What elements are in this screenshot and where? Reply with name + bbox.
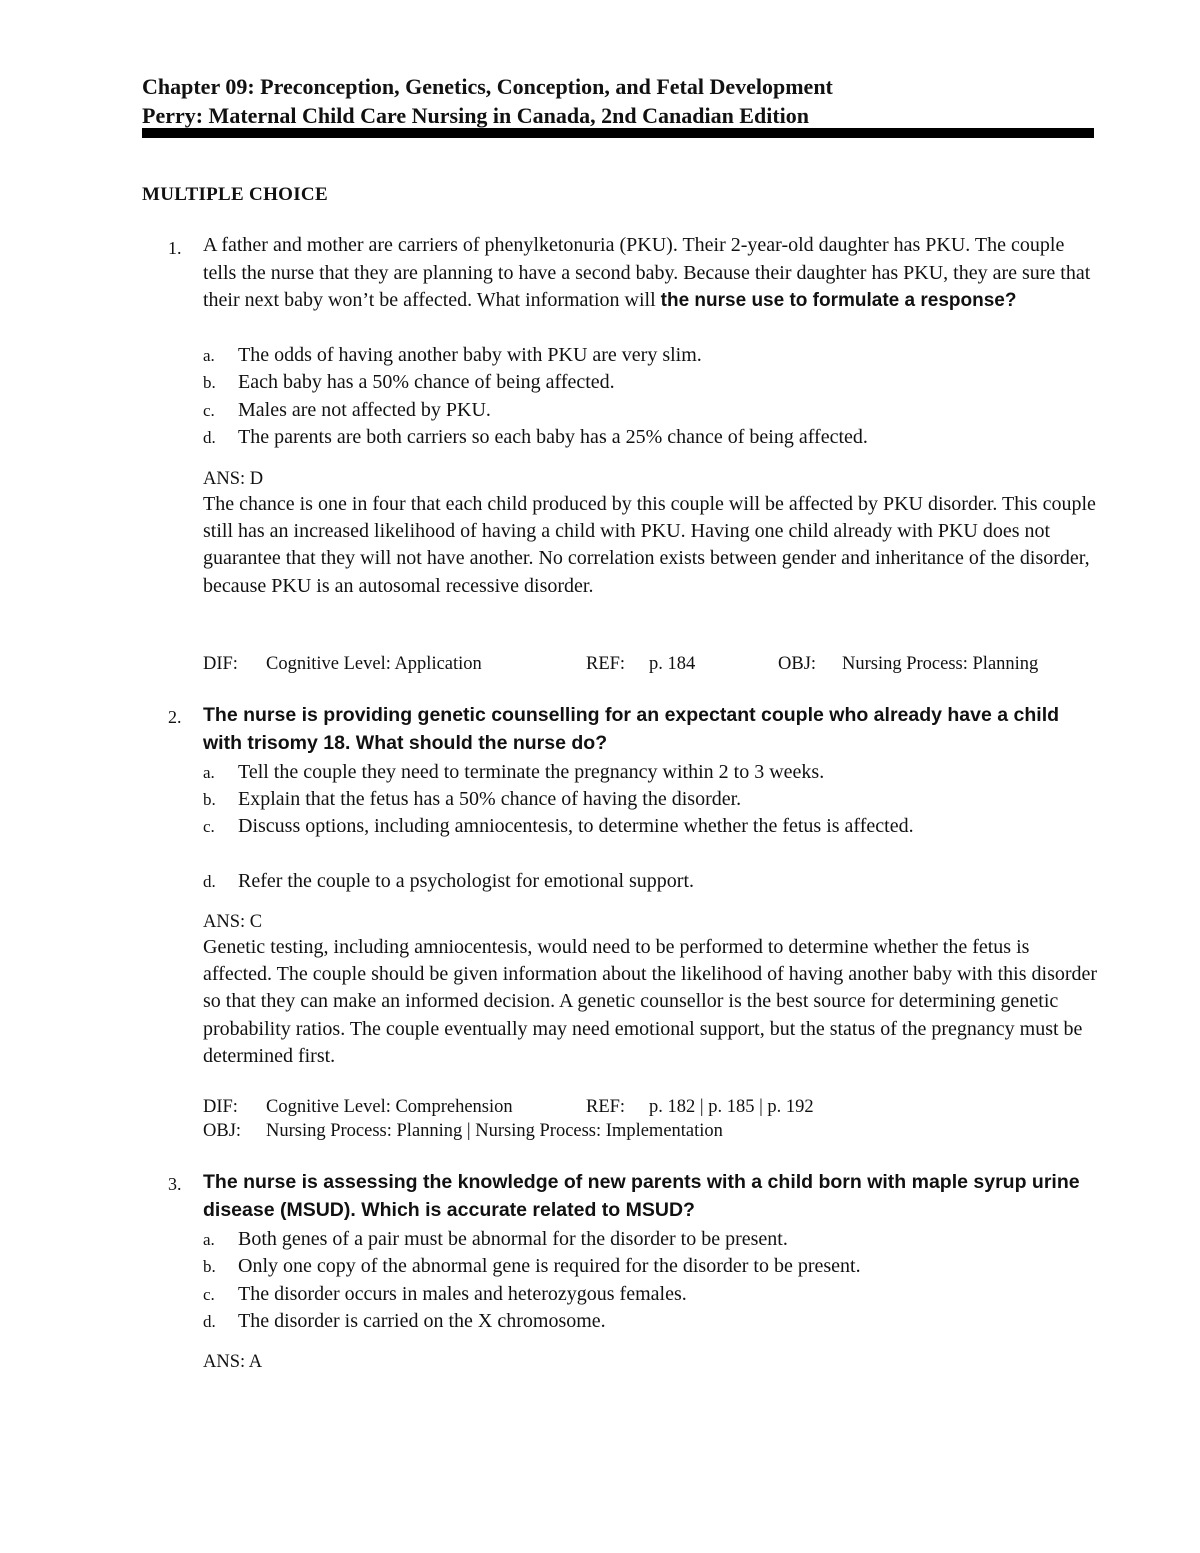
option-text: Explain that the fetus has a 50% chance of having the disorder. <box>238 788 742 810</box>
option-letter: c. <box>203 1285 215 1304</box>
option-text: The disorder occurs in males and heterozygous females. <box>238 1283 687 1305</box>
option-letter: d. <box>203 1312 216 1331</box>
ref-value-2: p. 182 | p. 185 | p. 192 <box>649 1097 814 1117</box>
option-text: Tell the couple they need to terminate the pregnancy within 2 to 3 weeks. <box>238 761 825 783</box>
option-text: Both genes of a pair must be abnormal for the disorder to be present. <box>238 1228 788 1250</box>
option-letter: a. <box>203 763 215 782</box>
question-stem-1-regular: A father and mother are carriers of phenylketonuria (PKU). Their 2-year-old daughter has PKU. The couple tells the nurse that they are planning to have a second baby. Because their daughter has PKU, they are sure that their next baby won’t be affected. What information will <box>203 234 1091 311</box>
dif-value-1: Cognitive Level: Application <box>266 654 482 674</box>
option-text: Discuss options, including amniocentesis, to determine whether the fetus is affected. <box>238 815 914 837</box>
book-title: Perry: Maternal Child Care Nursing in Canada, 2nd Canadian Edition <box>142 103 810 128</box>
option-letter: d. <box>203 872 216 891</box>
option-text: Males are not affected by PKU. <box>238 399 491 421</box>
obj-label-1: OBJ: <box>778 654 817 674</box>
answer-3: ANS: A <box>203 1352 263 1372</box>
option-letter: b. <box>203 373 216 392</box>
option-letter: c. <box>203 401 215 420</box>
ref-value-1: p. 184 <box>649 654 696 674</box>
rationale-1: The chance is one in four that each child produced by this couple will be affected by PKU disorder. This couple still has an increased likelihood of having a child with PKU. Having one child already with PKU does not guarantee that they will not have another. No correlation exists between gender and inheritance of the disorder, because PKU is an autosomal recessive disorder. <box>203 493 1096 597</box>
rationale-2: Genetic testing, including amniocentesis, would need to be performed to determine whether the fetus is affected. The couple should be given information about the likelihood of having another baby with this disorder so that they can make an informed decision. A genetic counsellor is the best source for determining genetic probability ratios. The couple eventually may need emotional support, but the status of the pregnancy must be determined first. <box>203 936 1098 1067</box>
header-rule <box>142 128 1094 138</box>
option-letter: b. <box>203 1257 216 1276</box>
question-number-1: 1. <box>168 238 182 258</box>
option-text: The odds of having another baby with PKU are very slim. <box>238 344 702 366</box>
option-letter: a. <box>203 346 215 365</box>
dif-label-2: DIF: <box>203 1097 238 1117</box>
section-heading: MULTIPLE CHOICE <box>142 184 328 205</box>
obj-label-2: OBJ: <box>203 1121 242 1141</box>
option-text: The parents are both carriers so each baby has a 25% chance of being affected. <box>238 426 868 448</box>
question-stem-1 <box>203 232 1098 315</box>
answer-1: ANS: D <box>203 469 264 489</box>
chapter-title: Chapter 09: Preconception, Genetics, Conception, and Fetal Development <box>142 74 833 99</box>
question-number-2: 2. <box>168 707 182 727</box>
option-letter: d. <box>203 428 216 447</box>
obj-value-1: Nursing Process: Planning <box>842 654 1039 674</box>
option-letter: c. <box>203 817 215 836</box>
option-text: The disorder is carried on the X chromosome. <box>238 1310 606 1332</box>
dif-label-1: DIF: <box>203 654 238 674</box>
answer-2: ANS: C <box>203 912 263 932</box>
option-text: Only one copy of the abnormal gene is required for the disorder to be present. <box>238 1255 861 1277</box>
obj-value-2: Nursing Process: Planning | Nursing Process: Implementation <box>266 1121 723 1141</box>
question-stem-1-bold: the nurse use to formulate a response? <box>660 290 1017 311</box>
ref-label-1: REF: <box>586 654 626 674</box>
question-number-3: 3. <box>168 1174 182 1194</box>
question-stem-3: The nurse is assessing the knowledge of new parents with a child born with maple syrup urine disease (MSUD). Which is accurate related to MSUD? <box>203 1171 1080 1221</box>
question-stem-2: The nurse is providing genetic counselling for an expectant couple who already have a child with trisomy 18. What should the nurse do? <box>203 704 1060 754</box>
option-text: Refer the couple to a psychologist for emotional support. <box>238 870 695 892</box>
ref-label-2: REF: <box>586 1097 626 1117</box>
dif-value-2: Cognitive Level: Comprehension <box>266 1097 513 1117</box>
option-letter: a. <box>203 1230 215 1249</box>
option-text: Each baby has a 50% chance of being affected. <box>238 371 615 393</box>
option-letter: b. <box>203 790 216 809</box>
